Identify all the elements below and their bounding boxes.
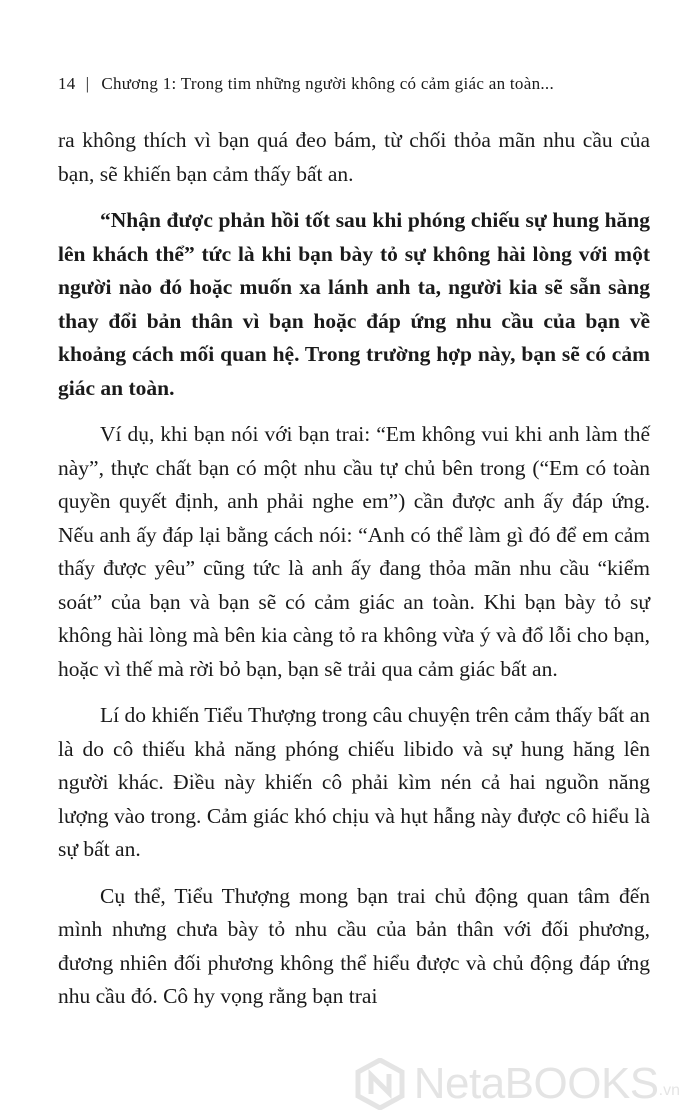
body-text (58, 124, 650, 1027)
watermark-text: NetaBOOKS (413, 1059, 659, 1108)
header-separator: | (85, 74, 90, 93)
paragraph: Lí do khiến Tiểu Thượng trong câu chuyện trên cảm thấy bất an là do cô thiếu khả năng phóng chiếu libido và sự hung hăng lên người khác. Điều này khiến cô phải kìm nén cả hai nguồn năng lượng vào trong. Cảm giác khó chịu và hụt hẫng này được cô hiểu là sự bất an. (58, 703, 650, 861)
paragraph-bold: “Nhận được phản hồi tốt sau khi phóng chiếu sự hung hăng lên khách thể” tức là khi bạn bày tỏ sự không hài lòng với một người nào đó hoặc muốn xa lánh anh ta, người kia sẽ sẵn sàng thay đổi bản thân vì bạn hoặc đáp ứng nhu cầu của bạn về khoảng cách mối quan hệ. Trong trường hợp này, bạn sẽ có cảm giác an toàn. (58, 208, 650, 400)
page-number: 14 (58, 74, 76, 93)
paragraph-continued: ra không thích vì bạn quá đeo bám, từ chối thỏa mãn nhu cầu của bạn, sẽ khiến bạn cảm thấy bất an. (58, 128, 650, 186)
paragraph: Cụ thể, Tiểu Thượng mong bạn trai chủ động quan tâm đến mình nhưng chưa bày tỏ nhu cầu của bản thân với đối phương, đương nhiên đối phương không thể hiểu được và chủ động đáp ứng nhu cầu đó. Cô hy vọng rằng bạn trai (58, 883, 650, 1008)
chapter-title: Chương 1: Trong tim những người không có cảm giác an toàn... (101, 74, 555, 93)
paragraph: Ví dụ, khi bạn nói với bạn trai: “Em không vui khi anh làm thế này”, thực chất bạn có một nhu cầu tự chủ bên trong (“Em có toàn quyền quyết định, anh phải nghe em”) cần được anh ấy đáp ứng. Nếu anh ấy đáp lại bằng cách nói: “Anh có thể làm gì đó để em cảm thấy được yêu” cũng tức là anh ấy đang thỏa mãn nhu cầu “kiểm soát” của bạn và bạn sẽ có cảm giác an toàn. Khi bạn bày tỏ sự không hài lòng mà bên kia càng tỏ ra không vừa ý và đổ lỗi cho bạn, hoặc vì thế mà rời bỏ bạn, bạn sẽ trải qua cảm giác bất an. (58, 422, 650, 681)
watermark-suffix: .vn (658, 1082, 680, 1099)
watermark (354, 1058, 680, 1110)
running-header (58, 74, 642, 94)
netabooks-logo-icon (354, 1058, 406, 1110)
